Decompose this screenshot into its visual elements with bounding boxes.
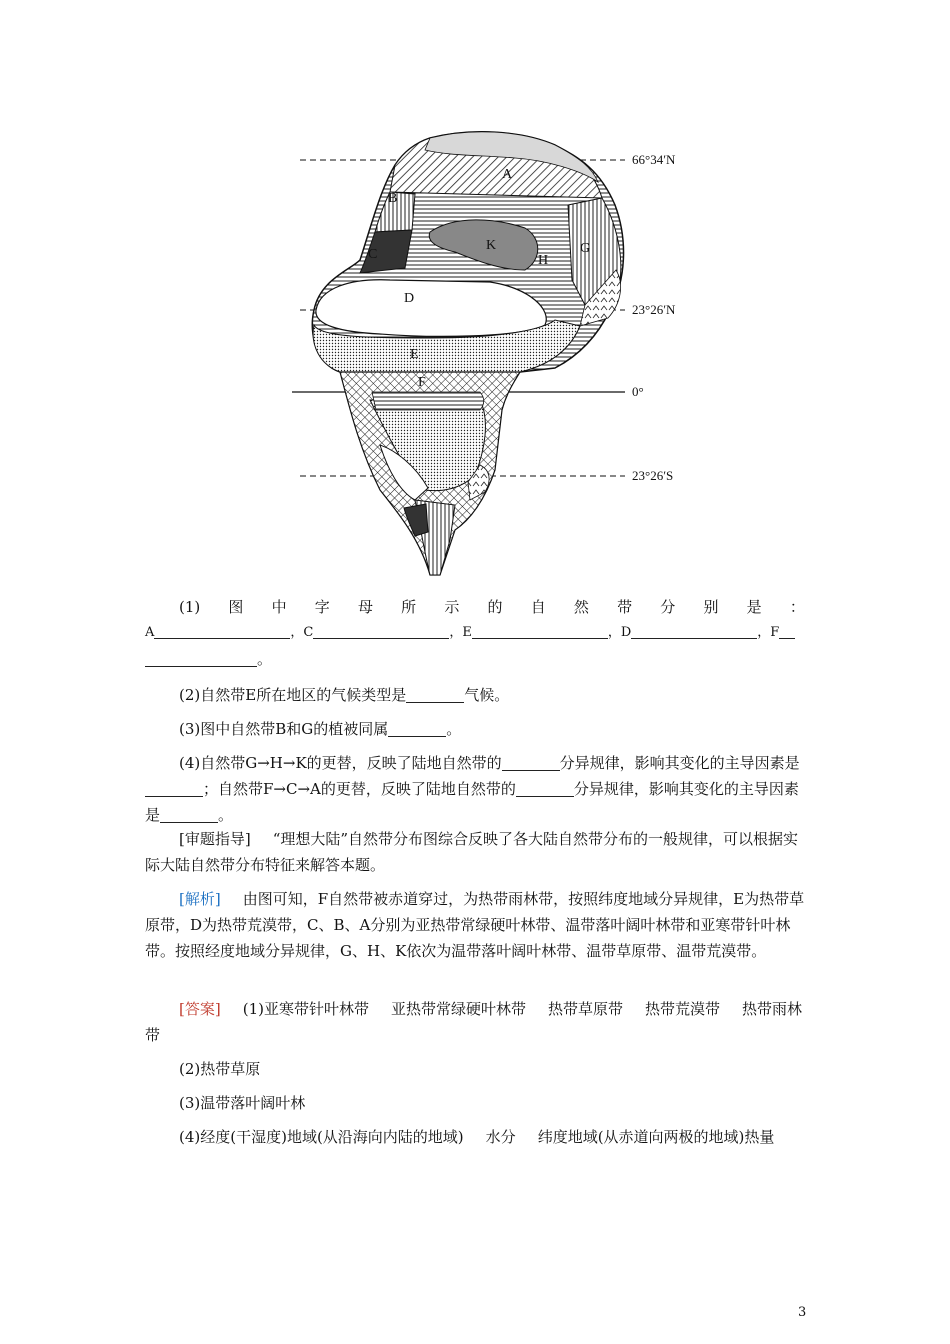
blank-q4-3[interactable] bbox=[516, 780, 574, 797]
blank-d[interactable] bbox=[631, 622, 757, 639]
answer-section bbox=[145, 996, 805, 1150]
zone-label-g: G bbox=[580, 241, 591, 256]
answer-2: (2)热带草原 bbox=[179, 1060, 261, 1078]
guide-text: “理想大陆”自然带分布图综合反映了各大陆自然带分布的一般规律，可以根据实际大陆自然带分布特征来解答本题。 bbox=[145, 830, 799, 874]
questions-2-4 bbox=[145, 682, 805, 828]
q1-char: 所 bbox=[401, 598, 417, 616]
zone-label-b: B bbox=[388, 191, 398, 206]
answer-tag: [答案] bbox=[179, 1000, 221, 1018]
q1-label-a: A bbox=[145, 625, 155, 640]
zone-south-dark bbox=[404, 504, 428, 536]
question-3 bbox=[145, 716, 805, 742]
page-number: 3 bbox=[798, 1305, 807, 1320]
q3-text: (3)图中自然带B和G的植被同属 bbox=[179, 720, 389, 738]
lat-label-equator: 0° bbox=[632, 384, 644, 399]
blank-q4-1[interactable] bbox=[502, 754, 560, 771]
zone-label-h: H bbox=[538, 253, 549, 268]
q1-char: 分 bbox=[660, 598, 676, 616]
blank-a[interactable] bbox=[154, 622, 290, 639]
q1-char: 是 bbox=[746, 598, 762, 616]
zone-label-e: E bbox=[410, 347, 419, 362]
continent-map bbox=[280, 120, 720, 590]
analysis-tag: [解析] bbox=[179, 890, 221, 908]
blank-e[interactable] bbox=[472, 622, 608, 639]
q3-after: 。 bbox=[446, 720, 462, 738]
answer-4-item: 纬度地域(从赤道向两极的地域) bbox=[537, 1128, 745, 1146]
q4-part5: 。 bbox=[218, 806, 234, 824]
zone-label-k: K bbox=[486, 238, 497, 253]
guide-section bbox=[145, 826, 805, 878]
zone-label-f: F bbox=[418, 375, 426, 390]
q1-char: 自 bbox=[530, 598, 546, 616]
answer-3: (3)温带落叶阔叶林 bbox=[179, 1094, 306, 1112]
blank-f-start[interactable] bbox=[779, 622, 795, 639]
q4-part4: 分异规律，影响其变化的主导因素是 bbox=[145, 780, 799, 824]
q1-line2 bbox=[145, 620, 805, 646]
answer-1-item: 亚热带常绿硬叶林带 bbox=[390, 1000, 526, 1018]
question-1 bbox=[145, 594, 805, 672]
analysis-paragraph bbox=[145, 886, 805, 964]
question-2 bbox=[145, 682, 805, 708]
q1-char: 图 bbox=[228, 598, 244, 616]
q1-char: 带 bbox=[617, 598, 633, 616]
zone-label-a: A bbox=[502, 167, 513, 182]
q4-part2: 分异规律，影响其变化的主导因素是 bbox=[559, 754, 800, 772]
q1-label-c: ，C bbox=[290, 625, 314, 640]
blank-q4-2[interactable] bbox=[145, 780, 203, 797]
q1-char: 然 bbox=[573, 598, 589, 616]
q4-part3: ；自然带F→C→A的更替，反映了陆地自然带的 bbox=[203, 780, 516, 798]
zone-south-stripes bbox=[372, 392, 484, 410]
lat-label-23s: 23°26′S bbox=[632, 468, 674, 483]
q1-label-d: ，D bbox=[607, 625, 632, 640]
q2-after: 气候。 bbox=[464, 686, 510, 704]
blank-f-end[interactable] bbox=[145, 650, 257, 667]
answer-1-item: 热带荒漠带 bbox=[645, 1000, 721, 1018]
lat-label-23n: 23°26′N bbox=[632, 302, 676, 317]
ideal-continent-figure bbox=[280, 120, 720, 590]
answer-4-item: 水分 bbox=[485, 1128, 516, 1146]
blank-q4-4[interactable] bbox=[160, 806, 218, 823]
q1-char: 字 bbox=[314, 598, 330, 616]
question-4 bbox=[145, 750, 805, 828]
answer-1-item: 热带草原带 bbox=[547, 1000, 623, 1018]
analysis-section bbox=[145, 886, 805, 964]
q1-char: (1) bbox=[179, 598, 201, 616]
q1-char: 示 bbox=[444, 598, 460, 616]
blank-q3[interactable] bbox=[388, 720, 446, 737]
answer-1-item: 热带雨林带 bbox=[145, 1000, 803, 1044]
lat-label-66n: 66°34′N bbox=[632, 152, 676, 167]
q1-char: ： bbox=[789, 598, 805, 616]
q1-char: 母 bbox=[357, 598, 373, 616]
q1-char: 别 bbox=[703, 598, 719, 616]
blank-q2[interactable] bbox=[406, 686, 464, 703]
zone-d bbox=[316, 280, 546, 337]
q4-part1: (4)自然带G→H→K的更替，反映了陆地自然带的 bbox=[179, 754, 502, 772]
guide-tag: [审题指导] bbox=[179, 830, 251, 848]
answer-4-item: 热量 bbox=[744, 1128, 775, 1146]
answer-4 bbox=[145, 1124, 805, 1150]
q1-line3 bbox=[145, 646, 805, 672]
zone-label-c: C bbox=[368, 247, 378, 262]
analysis-text: 由图可知，F自然带被赤道穿过，为热带雨林带，按照纬度地域分异规律，E为热带草原带，D为热带荒漠带，C、B、A分别为亚热带常绿硬叶林带、温带落叶阔叶林带和亚寒带针叶林带。按照经度地域分异规律，G、H、K依次为温带落叶阔叶林带、温带草原带、温带荒漠带。 bbox=[145, 890, 805, 960]
answer-4-item: (4)经度(干湿度)地域(从沿海向内陆的地域) bbox=[179, 1128, 464, 1146]
blank-c[interactable] bbox=[313, 622, 449, 639]
q1-label-e: ，E bbox=[449, 625, 472, 640]
answer-1 bbox=[145, 996, 805, 1048]
q1-char: 的 bbox=[487, 598, 503, 616]
q1-label-f: ，F bbox=[757, 625, 780, 640]
answer-1-item: (1)亚寒带针叶林带 bbox=[242, 1000, 369, 1018]
q1-line1 bbox=[145, 594, 805, 620]
q2-text: (2)自然带E所在地区的气候类型是 bbox=[179, 686, 407, 704]
q1-end: 。 bbox=[257, 650, 273, 668]
zone-label-d: D bbox=[404, 291, 415, 306]
guide-paragraph bbox=[145, 826, 805, 878]
q1-char: 中 bbox=[271, 598, 287, 616]
